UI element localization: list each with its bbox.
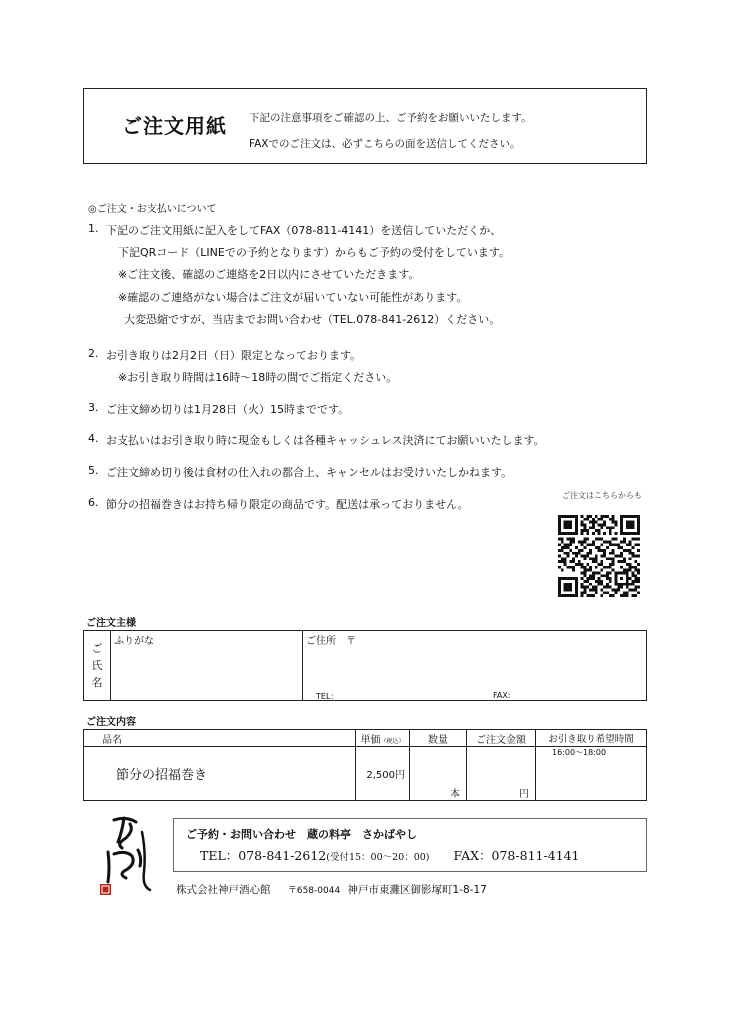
col-item-header: 品名 xyxy=(84,730,356,747)
address-label: ご住所 〒 xyxy=(306,636,356,647)
customer-table xyxy=(83,630,647,701)
contact-fax: FAX：078-811-4141 xyxy=(453,848,580,863)
item-price: 2,500円 xyxy=(356,747,410,801)
company-line xyxy=(176,882,487,897)
contact-line: ご予約・お問い合わせ 蔵の料亭 さかばやし xyxy=(186,828,417,841)
amount-unit: 円 xyxy=(519,789,529,800)
customer-heading: ご注文主様 xyxy=(86,618,136,629)
time-value: 16:00～18:00 xyxy=(552,748,607,757)
header-instruction-2: FAXでのご注文は、必ずこちらの面を送信してください。 xyxy=(249,138,521,150)
fax-label: FAX: xyxy=(493,691,511,700)
brand-logo xyxy=(96,812,160,902)
contact-tel: TEL：078-841-2612 xyxy=(200,848,327,863)
note-line: ご注文締め切りは1月28日（火）15時までです。 xyxy=(106,403,350,416)
tel-label: TEL： xyxy=(316,692,339,701)
item-name: 節分の招福巻き xyxy=(84,747,356,801)
note-number: 1. xyxy=(88,222,99,235)
qr-caption: ご注文はこちらからも xyxy=(562,491,642,500)
company-address: 神戸市東灘区御影塚町1-8-17 xyxy=(347,884,487,896)
note-number: 4. xyxy=(88,432,99,445)
note-line: ※ご注文後、確認のご連絡を2日以内にさせていただきます。 xyxy=(118,268,420,281)
note-number: 5. xyxy=(88,464,99,477)
note-number: 6. xyxy=(88,496,99,509)
contact-phone-line xyxy=(200,846,580,864)
note-line: 下記のご注文用紙に記入をしてFAX（078-811-4141）を送信していただくか、 xyxy=(106,224,502,237)
postal-code: 〒658-0044 xyxy=(287,886,341,896)
name-field[interactable] xyxy=(111,631,303,701)
contact-tel-hours: (受付15：00～20：00) xyxy=(326,852,430,863)
note-line: お支払いはお引き取り時に現金もしくは各種キャッシュレス決済にてお願いいたします。 xyxy=(106,434,545,447)
address-field[interactable] xyxy=(303,631,647,701)
page-title: ご注文用紙 xyxy=(122,114,227,138)
note-number: 2. xyxy=(88,347,99,360)
col-price-note: （税込） xyxy=(380,737,405,745)
notes-heading: ◎ご注文・お支払いについて xyxy=(88,204,217,215)
note-line: ※お引き取り時間は16時～18時の間でご指定ください。 xyxy=(118,371,398,384)
col-price-label: 単価 xyxy=(360,734,381,746)
header-instruction-1: 下記の注意事項をご確認の上、ご予約をお願いいたします。 xyxy=(249,112,532,124)
calligraphy-logo-icon xyxy=(96,812,160,902)
note-line: ご注文締め切り後は食材の仕入れの都合上、キャンセルはお受けいたしかねます。 xyxy=(106,466,513,479)
qty-field[interactable] xyxy=(410,747,467,801)
col-amount-header: ご注文金額 xyxy=(467,730,536,747)
name-label-char: 名 xyxy=(91,676,103,689)
time-field[interactable] xyxy=(536,747,647,801)
name-label-char: ご xyxy=(91,642,103,655)
note-line: ※確認のご連絡がない場合はご注文が届いていない可能性があります。 xyxy=(118,291,468,304)
name-label-char: 氏 xyxy=(91,659,103,672)
qty-unit: 本 xyxy=(450,789,460,800)
note-line: 節分の招福巻きはお持ち帰り限定の商品です。配送は承っておりません。 xyxy=(106,498,469,511)
table-row xyxy=(84,747,647,801)
order-table xyxy=(83,729,647,801)
note-line: 下記QRコード（LINEでの予約となります）からもご予約の受付をしています。 xyxy=(118,246,510,259)
company-name: 株式会社神戸酒心館 xyxy=(176,884,271,896)
note-line: 大変恐縮ですが、当店までお問い合わせ（TEL.078-841-2612）ください。 xyxy=(124,313,501,326)
col-price-header xyxy=(356,730,410,747)
qr-code-icon[interactable] xyxy=(558,515,640,597)
furigana-label: ふりがな xyxy=(114,636,154,647)
amount-field[interactable] xyxy=(467,747,536,801)
note-line: お引き取りは2月2日（日）限定となっております。 xyxy=(106,349,362,362)
name-label xyxy=(84,631,111,701)
col-qty-header: 数量 xyxy=(410,730,467,747)
col-time-header: お引き取り希望時間 xyxy=(536,730,647,747)
order-heading: ご注文内容 xyxy=(86,717,136,728)
note-number: 3. xyxy=(88,401,99,414)
